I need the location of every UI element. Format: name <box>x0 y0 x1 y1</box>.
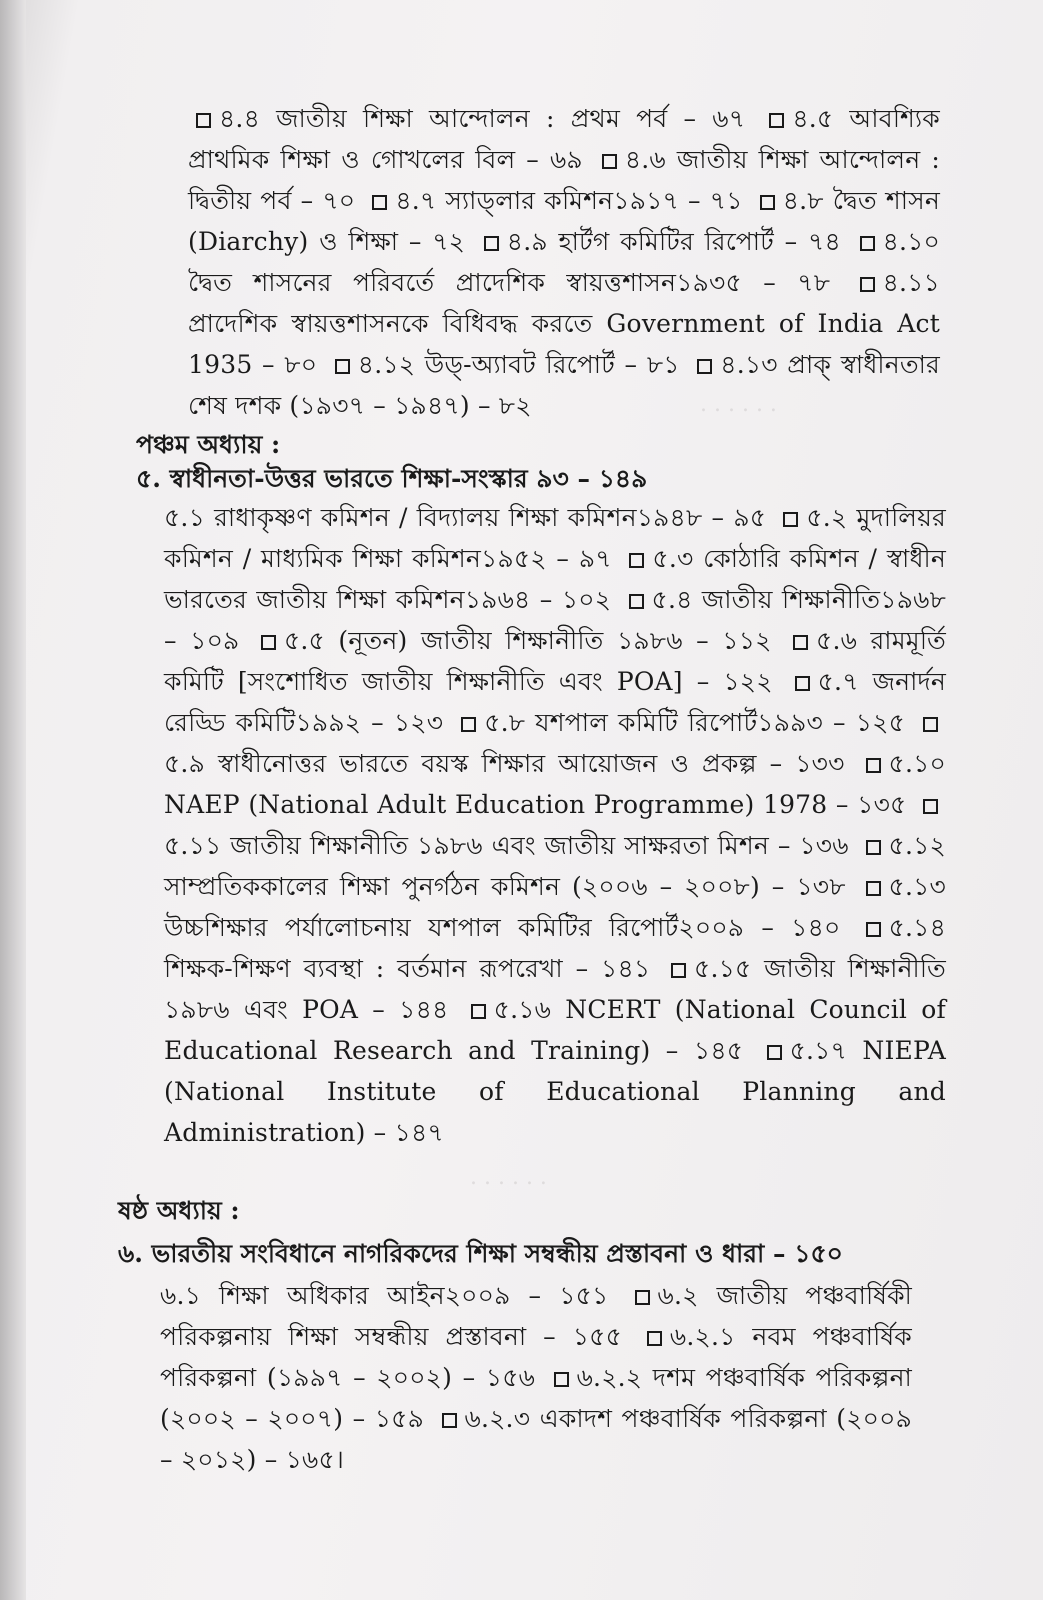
toc-entry: ৬.২.২ দশম পঞ্চবার্ষিক পরিকল্পনা (২০০২ – ২০০৭) – ১৫৯ <box>160 1363 912 1433</box>
square-bullet-icon <box>554 1372 569 1387</box>
toc-entry: ৫.৫ (নূতন) জাতীয় শিক্ষানীতি ১৯৮৬ – ১১২ <box>283 626 772 655</box>
toc-entry: ৫.১২ সাম্প্রতিককালের শিক্ষা পুনর্গঠন কমিশন (২০০৬ – ২০০৮) – ১৩৮ <box>164 831 946 901</box>
square-bullet-icon <box>860 277 875 292</box>
toc-entry: ৫.১৫ জাতীয় শিক্ষানীতি ১৯৮৬ এবং POA – ১৪৪ <box>164 954 946 1024</box>
square-bullet-icon <box>635 1290 650 1305</box>
toc-entry: ৫.১১ জাতীয় শিক্ষানীতি ১৯৮৬ এবং জাতীয় সাক্ষরতা মিশন – ১৩৬ <box>164 831 849 860</box>
toc-entry: ৫.১৬ NCERT (National Council of Educational Research and Training) – ১৪৫ <box>164 995 946 1065</box>
chapter6-label: ষষ্ঠ অধ্যায় : <box>118 1196 240 1225</box>
square-bullet-icon <box>647 1331 662 1346</box>
toc-entry: ৬.১ শিক্ষা অধিকার আইন২০০৯ – ১৫১ <box>160 1281 609 1310</box>
square-bullet-icon <box>783 512 798 527</box>
chapter6-entries <box>160 1275 912 1480</box>
toc-entry: ৫.১৭ NIEPA (National Institute of Educational Planning and Administration) – ১৪৭ <box>164 1036 946 1147</box>
square-bullet-icon <box>769 113 784 128</box>
page-spine-shadow <box>0 0 26 1600</box>
toc-entry: ৪.৯ হার্টগ কমিটির রিপোর্ট – ৭৪ <box>506 227 841 256</box>
toc-entry: ৫.৩ কোঠারি কমিশন / স্বাধীন ভারতের জাতীয় শিক্ষা কমিশন১৯৬৪ – ১০২ <box>164 544 946 614</box>
toc-entry: ৪.৬ জাতীয় শিক্ষা আন্দোলন : দ্বিতীয় পর্ব – ৭০ <box>188 145 940 215</box>
square-bullet-icon <box>602 154 617 169</box>
entry-paragraph <box>160 1275 912 1480</box>
chapter5-entries <box>164 497 946 1153</box>
entry-paragraph <box>188 98 940 426</box>
toc-entry: ৪.১১ প্রাদেশিক স্বায়ত্তশাসনকে বিধিবদ্ধ করতে Government of India Act 1935 – ৮০ <box>188 268 940 379</box>
chapter5-title: ৫. স্বাধীনতা-উত্তর ভারতে শিক্ষা-সংস্কার ৯৩ – ১৪৯ <box>136 464 648 493</box>
square-bullet-icon <box>335 359 350 374</box>
toc-entry: ৫.১ রাধাকৃষ্ণণ কমিশন / বিদ্যালয় শিক্ষা কমিশন১৯৪৮ – ৯৫ <box>164 503 767 532</box>
toc-entry: ৬.২ জাতীয় পঞ্চবার্ষিকী পরিকল্পনায় শিক্ষা সম্বন্ধীয় প্রস্তাবনা – ১৫৫ <box>160 1281 912 1351</box>
square-bullet-icon <box>923 717 938 732</box>
square-bullet-icon <box>923 799 938 814</box>
square-bullet-icon <box>196 113 211 128</box>
square-bullet-icon <box>261 635 276 650</box>
square-bullet-icon <box>866 758 881 773</box>
square-bullet-icon <box>866 881 881 896</box>
toc-entry: ৫.৯ স্বাধীনোত্তর ভারতে বয়স্ক শিক্ষার আয়োজন ও প্রকল্প – ১৩৩ <box>164 749 845 778</box>
square-bullet-icon <box>866 840 881 855</box>
bleed-through-text: . . . . . . <box>470 1165 547 1190</box>
toc-entry: ৫.১৪ শিক্ষক-শিক্ষণ ব্যবস্থা : বর্তমান রূপরেখা – ১৪১ <box>164 913 946 983</box>
toc-entry: ৪.৭ স্যাড্‌লার কমিশন১৯১৭ – ৭১ <box>395 186 743 215</box>
square-bullet-icon <box>860 236 875 251</box>
toc-entry: ৪.৪ জাতীয় শিক্ষা আন্দোলন : প্রথম পর্ব – ৬৭ <box>219 104 746 133</box>
toc-entry: ৪.১২ উড্‌-অ্যাবট রিপোর্ট – ৮১ <box>357 350 680 379</box>
square-bullet-icon <box>767 1045 782 1060</box>
toc-entry: ৪.১০ দ্বৈত শাসনের পরিবর্তে প্রাদেশিক স্বায়ত্তশাসন১৯৩৫ – ৭৮ <box>188 227 941 297</box>
toc-entry: ৫.২ মুদালিয়র কমিশন / মাধ্যমিক শিক্ষা কমিশন১৯৫২ – ৯৭ <box>164 503 946 573</box>
toc-entry: ৫.১০ NAEP (National Adult Education Programme) 1978 – ১৩৫ <box>164 749 946 819</box>
square-bullet-icon <box>793 635 808 650</box>
toc-entry: ৫.১৩ উচ্চশিক্ষার পর্যালোচনায় যশপাল কমিটির রিপোর্ট২০০৯ – ১৪০ <box>164 872 946 942</box>
toc-entry: ৪.৫ আবশ্যিক প্রাথমিক শিক্ষা ও গোখলের বিল – ৬৯ <box>188 104 940 174</box>
square-bullet-icon <box>372 195 387 210</box>
square-bullet-icon <box>484 236 499 251</box>
square-bullet-icon <box>697 359 712 374</box>
toc-entry: ৪.১৩ প্রাক্ স্বাধীনতার শেষ দশক (১৯৩৭ – ১৯৪৭) – ৮২ <box>188 350 941 420</box>
toc-entry: ৪.৮ দ্বৈত শাসন (Diarchy) ও শিক্ষা – ৭২ <box>188 186 940 256</box>
toc-entry: ৬.২.১ নবম পঞ্চবার্ষিক পরিকল্পনা (১৯৯৭ – ২০০২) – ১৫৬ <box>160 1322 912 1392</box>
square-bullet-icon <box>461 717 476 732</box>
square-bullet-icon <box>629 553 644 568</box>
chapter6-title: ৬. ভারতীয় সংবিধানে নাগরিকদের শিক্ষা সম্বন্ধীয় প্রস্তাবনা ও ধারা – ১৫০ <box>118 1239 843 1268</box>
square-bullet-icon <box>760 195 775 210</box>
square-bullet-icon <box>671 963 686 978</box>
toc-entry: ৫.৪ জাতীয় শিক্ষানীতি১৯৬৮ – ১০৯ <box>164 585 946 655</box>
square-bullet-icon <box>629 594 644 609</box>
toc-entry: ৫.৬ রামমূর্তি কমিটি [সংশোধিত জাতীয় শিক্ষানীতি এবং POA] – ১২২ <box>164 626 947 696</box>
toc-entry: ৬.২.৩ একাদশ পঞ্চবার্ষিক পরিকল্পনা (২০০৯ – ২০১২) – ১৬৫। <box>160 1404 912 1474</box>
square-bullet-icon <box>866 922 881 937</box>
entry-paragraph <box>164 497 946 1153</box>
toc-entry: ৫.৮ যশপাল কমিটি রিপোর্ট১৯৯৩ – ১২৫ <box>484 708 905 737</box>
square-bullet-icon <box>442 1413 457 1428</box>
chapter5-label: পঞ্চম অধ্যায় : <box>136 430 281 459</box>
square-bullet-icon <box>471 1004 486 1019</box>
square-bullet-icon <box>795 676 810 691</box>
bleed-through-text: . . . . . . <box>700 392 777 417</box>
toc-entry: ৫.৭ জনার্দন রেড্ডি কমিটি১৯৯২ – ১২৩ <box>164 667 946 737</box>
chapter4-entries <box>188 98 940 426</box>
